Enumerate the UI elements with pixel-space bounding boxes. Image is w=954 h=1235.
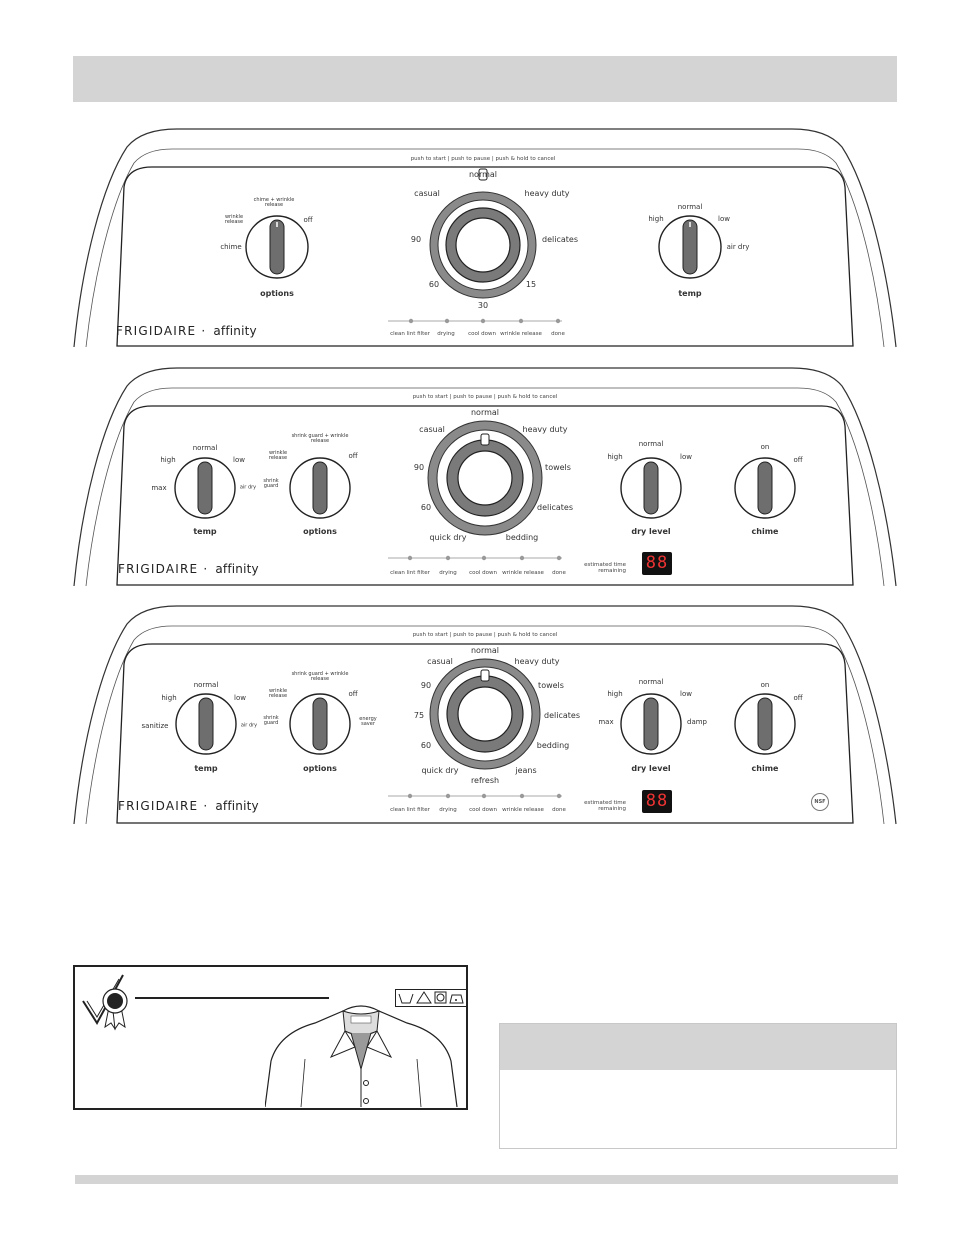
- options-knob-title: options: [260, 289, 294, 298]
- cycle-label: towels: [545, 463, 571, 472]
- temp-label: high: [161, 694, 177, 702]
- indicator-label: drying: [439, 807, 457, 813]
- dry-level-knob[interactable]: [621, 458, 681, 518]
- temp-knob[interactable]: [175, 458, 235, 518]
- temp-knob-title: temp: [194, 764, 218, 773]
- cycle-label: delicates: [542, 235, 578, 244]
- temp-label: low: [233, 456, 245, 464]
- option-label: chime: [220, 243, 242, 251]
- cycle-label: 75: [413, 711, 425, 720]
- panel-1-header-text: push to start | push to pause | push & hold to cancel: [410, 156, 556, 162]
- options-knob[interactable]: [290, 458, 350, 518]
- section-header-bar: [73, 56, 897, 102]
- cycle-label: quick dry: [421, 766, 459, 775]
- temp-label: normal: [192, 444, 218, 452]
- care-symbols: [395, 989, 467, 1007]
- temp-label: high: [648, 215, 664, 223]
- indicator-label: clean lint filter: [390, 331, 430, 337]
- indicator-label: wrinkle release: [502, 807, 544, 813]
- dry-level-label: normal: [638, 678, 664, 686]
- cycle-label: bedding: [536, 741, 570, 750]
- cycle-label: heavy duty: [524, 189, 570, 198]
- cycle-label: delicates: [537, 503, 573, 512]
- cycle-label: refresh: [470, 776, 500, 785]
- cycle-label: 60: [428, 280, 440, 289]
- option-label: shrink guard + wrinkle release: [291, 671, 349, 682]
- nsf-badge-icon: NSF: [811, 793, 829, 811]
- brand-logo: FRIGIDAIRE · affinity: [118, 562, 259, 576]
- cycle-label: 90: [410, 235, 422, 244]
- cycle-label: normal: [468, 170, 498, 179]
- cycle-label: normal: [470, 408, 500, 417]
- options-knob-title: options: [303, 527, 337, 536]
- indicator-label: done: [552, 570, 566, 576]
- estimated-time-label: estimated time remaining: [584, 562, 626, 574]
- chime-knob-title: chime: [751, 764, 779, 773]
- indicator-label: done: [551, 331, 565, 337]
- cycle-selector-dial[interactable]: [430, 659, 540, 769]
- checkmark-ribbon-icon: [79, 971, 139, 1041]
- brand-logo: FRIGIDAIRE · affinity: [118, 799, 259, 813]
- dry-level-label: max: [598, 718, 614, 726]
- chime-knob[interactable]: [735, 694, 795, 754]
- dry-level-label: low: [680, 453, 692, 461]
- cycle-label: delicates: [544, 711, 580, 720]
- dry-level-label: damp: [687, 718, 707, 726]
- option-label: off: [348, 452, 358, 460]
- indicator-label: clean lint filter: [390, 807, 430, 813]
- temp-knob[interactable]: [659, 216, 721, 278]
- dry-level-knob-title: dry level: [631, 764, 671, 773]
- temp-label: air dry: [239, 484, 257, 491]
- note-box: [499, 1023, 897, 1149]
- options-knob[interactable]: [290, 694, 350, 754]
- dry-level-label: normal: [638, 440, 664, 448]
- indicator-label: drying: [439, 570, 457, 576]
- temp-knob[interactable]: [176, 694, 236, 754]
- indicator-label: clean lint filter: [390, 570, 430, 576]
- cycle-label: heavy duty: [522, 425, 568, 434]
- indicator-label: wrinkle release: [502, 570, 544, 576]
- indicator-label: done: [552, 807, 566, 813]
- brand-sub: affinity: [215, 562, 259, 576]
- cycle-label: quick dry: [429, 533, 467, 542]
- footer-bar: [75, 1175, 898, 1184]
- dry-level-knob[interactable]: [621, 694, 681, 754]
- time-remaining-display: 88: [642, 552, 672, 575]
- time-remaining-display: 88: [642, 790, 672, 813]
- chime-label: off: [793, 694, 803, 702]
- panel-3-header-text: push to start | push to pause | push & hold to cancel: [412, 632, 558, 638]
- care-tip-box: [73, 965, 468, 1110]
- cycle-label: casual: [419, 425, 445, 434]
- dry-level-label: low: [680, 690, 692, 698]
- control-panel-2: [72, 364, 898, 589]
- option-label: off: [303, 216, 313, 224]
- indicator-label: wrinkle release: [500, 331, 542, 337]
- dry-level-knob-title: dry level: [631, 527, 671, 536]
- control-panel-1: [72, 125, 898, 350]
- temp-label: air dry: [240, 722, 258, 729]
- option-label: energy saver: [359, 716, 377, 727]
- brand-name: FRIGIDAIRE: [118, 799, 199, 813]
- cycle-label: 60: [420, 741, 432, 750]
- dry-level-label: high: [607, 453, 623, 461]
- cycle-label: 90: [413, 463, 425, 472]
- temp-label: normal: [193, 681, 219, 689]
- cycle-label: casual: [427, 657, 453, 666]
- temp-label: normal: [677, 203, 703, 211]
- brand-name: FRIGIDAIRE: [118, 562, 199, 576]
- brand-sub: affinity: [213, 324, 257, 338]
- cycle-label: 90: [420, 681, 432, 690]
- cycle-label: 15: [525, 280, 537, 289]
- brand-sub: affinity: [215, 799, 259, 813]
- option-label: off: [348, 690, 358, 698]
- options-knob-title: options: [303, 764, 337, 773]
- temp-label: air dry: [726, 243, 750, 251]
- indicator-label: cool down: [469, 570, 497, 576]
- option-label: shrink guard: [263, 478, 279, 489]
- temp-knob-title: temp: [193, 527, 217, 536]
- brand-name: FRIGIDAIRE: [116, 324, 197, 338]
- option-label: shrink guard + wrinkle release: [291, 433, 349, 444]
- indicator-label: cool down: [469, 807, 497, 813]
- option-label: wrinkle release: [224, 214, 244, 225]
- temp-label: max: [151, 484, 167, 492]
- chime-knob-title: chime: [751, 527, 779, 536]
- cycle-label: towels: [538, 681, 564, 690]
- brand-logo: FRIGIDAIRE · affinity: [116, 324, 257, 338]
- option-label: wrinkle release: [268, 450, 288, 461]
- estimated-time-label: estimated time remaining: [584, 800, 626, 812]
- chime-label: on: [760, 443, 770, 451]
- chime-label: off: [793, 456, 803, 464]
- cycle-label: 60: [420, 503, 432, 512]
- cycle-selector-dial[interactable]: [428, 421, 542, 535]
- option-label: chime + wrinkle release: [253, 197, 295, 208]
- control-panel-3: [72, 602, 898, 827]
- cycle-label: jeans: [515, 766, 537, 775]
- cycle-label: normal: [470, 646, 500, 655]
- options-knob[interactable]: [246, 216, 308, 278]
- cycle-label: bedding: [505, 533, 539, 542]
- cycle-label: heavy duty: [514, 657, 560, 666]
- indicator-label: cool down: [468, 331, 496, 337]
- dry-level-label: high: [607, 690, 623, 698]
- option-label: wrinkle release: [268, 688, 288, 699]
- note-box-header: [500, 1024, 896, 1070]
- cycle-label: 30: [477, 301, 489, 310]
- indicator-label: drying: [437, 331, 455, 337]
- temp-label: low: [234, 694, 246, 702]
- chime-label: on: [760, 681, 770, 689]
- temp-label: high: [160, 456, 176, 464]
- temp-label: low: [718, 215, 730, 223]
- temp-knob-title: temp: [678, 289, 702, 298]
- panel-2-header-text: push to start | push to pause | push & hold to cancel: [412, 394, 558, 400]
- cycle-label: casual: [414, 189, 440, 198]
- temp-label: sanitize: [141, 722, 169, 730]
- option-label: shrink guard: [263, 715, 279, 726]
- chime-knob[interactable]: [735, 458, 795, 518]
